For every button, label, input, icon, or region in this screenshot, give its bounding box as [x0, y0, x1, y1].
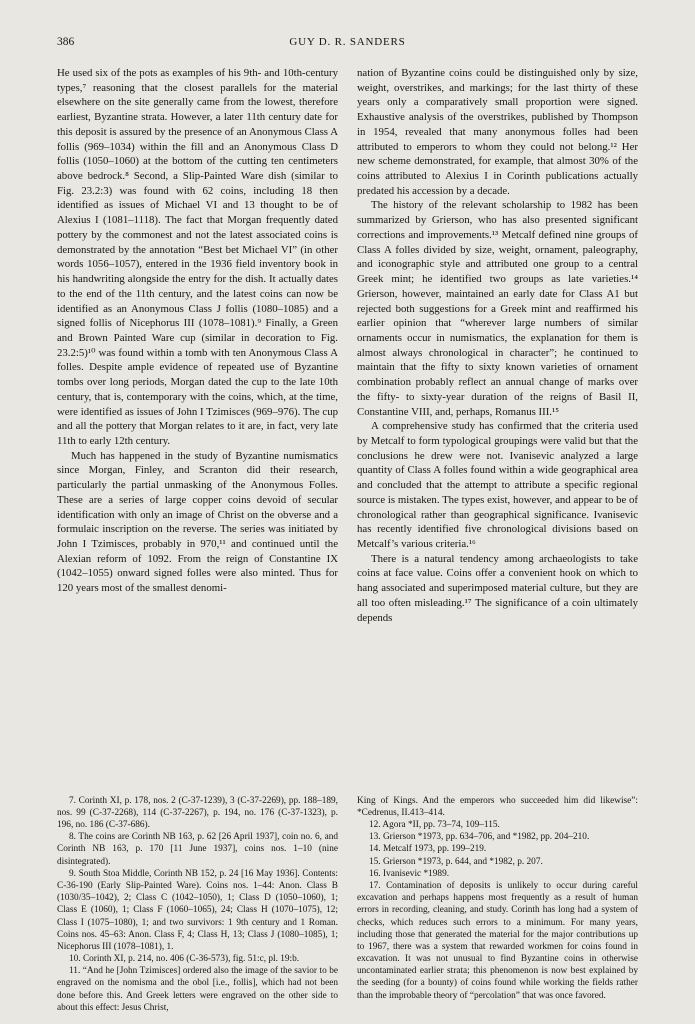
- footnote: 7. Corinth XI, p. 178, nos. 2 (C-37-1239), 3 (C-37-2269), pp. 188–189, nos. 99 (C-37-2268), 114 (C-37-2267), p. 194, no. 176 (C-37-1323), p. 196, no. 186 (C-37-686).: [57, 795, 338, 830]
- page-header: [57, 36, 638, 54]
- footnote: 8. The coins are Corinth NB 163, p. 62 [26 April 1937], coin no. 6, and Corinth NB 163, p. 170 [11 June 1937], coins nos. 1–10 (nine disintegrated).: [57, 832, 338, 867]
- body-paragraph: Much has happened in the study of Byzantine numismatics since Morgan, Finley, and Scranton did their research, particularly the partial unmasking of the Anonymous Folles. These are a series of large copper coins devoid of secular identification with only an image of Christ on the obverse and a formulaic inscription on the reverse. The series was initiated by John I Tzimisces, probably in 970,¹¹ and continued until the Alexian reform of 1092. From the reign of Constantine IX (1042–1055) onward signed folles were also minted. Thus for 120 years most of the smallest denomi-: [57, 449, 338, 595]
- footnote: 13. Grierson *1973, pp. 634–706, and *1982, pp. 204–210.: [369, 832, 590, 843]
- body-paragraph: There is a natural tendency among archaeologists to take coins at face value. Coins offer a convenient hook on which to hang associated and superimposed material culture, but they are all too often misleading.¹⁷ The significance of a coin ultimately depends: [357, 552, 638, 624]
- body-paragraph: The history of the relevant scholarship to 1982 has been summarized by Grierson, who has also presented significant corrections and improvements.¹³ Metcalf defined nine groups of Class A folles divided by size, weight, ornament, paleography, and iconographic style and attributed one group to a central Greek mint; he identified two groups as late varieties.¹⁴ Grierson, however, maintained an early date for Class A1 but rejected both suggestions for a Greek mint and reaffirmed his earlier opinion that “wherever large numbers of similar ornaments occur in numismatics, the explanation for them is almost always chronological in character”; he continued to maintain that the fifty to sixty known varieties of ornament combination probably reflect an annual change of marks over the fifty- to sixty-year duration of the reigns of Basil II, Constantine VIII, and, perhaps, Romanus III.¹⁵: [357, 199, 638, 418]
- running-head: GUY D. R. SANDERS: [289, 36, 406, 48]
- body-right-column: [357, 66, 638, 625]
- footnotes-left-column: [57, 795, 338, 1014]
- body-paragraph: A comprehensive study has confirmed that the criteria used by Metcalf to form typological groupings were valid but that the conclusions he drew were not. Ivanisevic analyzed a large quantity of Class A folles found within a wide geographical area and concluded that the attempt to attribute a specific regional source is mistaken. The types exist, however, and appear to be of chronological rather than geographical significance. Ivanisevic has recently identified five chronological divisions based on Metcalf’s various criteria.¹⁶: [357, 420, 638, 550]
- footnote: 9. South Stoa Middle, Corinth NB 152, p. 24 [16 May 1936]. Contents: C-36-190 (Early Slip-Painted Ware). Coins nos. 1–44: Anon. Class B (1030/35–1042), 2; Class C (1042–1050), 1; Class D (1050–1060), 1; Class E (1060), 1; Class F (1060–1065), 24; Class H (1070–1075), 12; Class I (1075–1080), 1; and two survivors: 1 9th century and 1 Roman. Coins nos. 45–63: Anon. Class F, 4; Class H, 13; Class J (1080–1085), 1; Nicephorus III (1078–1081), 1.: [57, 868, 338, 952]
- body-paragraph: nation of Byzantine coins could be distinguished only by size, weight, overstrikes, and markings; for the last thirty of these years only a comparatively small proportion were signed. Exhaustive analysis of the overstrikes, published by Thompson in 1954, revealed that many anonymous folles had been attributed to emperors to whom they could not belong.¹² Her new scheme demonstrated, for example, that almost 30% of the coins attributed to Alexius I in Corinth publications actually predated his accession by a decade.: [357, 67, 638, 197]
- footnote: King of Kings. And the emperors who succeeded him did likewise”: *Cedrenus, II.413–414.: [357, 795, 638, 818]
- footnote: 12. Agora *II, pp. 73–74, 109–115.: [369, 820, 500, 830]
- footnote: 17. Contamination of deposits is unlikely to occur during careful excavation and perhaps happens most frequently as a result of human errors in recording, cleaning, and study. Corinth has long had a system of checks, which reduces such errors to a minimum. For many years, including those that generated the material for the major contributions up to 1967, there was a system that rewarded workmen for coins found in excavation. It was not unusual to find Byzantine coins in otherwise uncontaminated earlier strata; this phenomenon is now best explained by the seeding (for a bounty) of coins found while working the fields rather than the improbable theory of “percolation” that was once favored.: [357, 880, 638, 1001]
- body-left-column: [57, 66, 338, 625]
- body-paragraph: He used six of the pots as examples of his 9th- and 10th-century types,⁷ reasoning that the closest parallels for the material elsewhere on the site generally came from the lowest, therefore earliest, Byzantine strata. However, a later 11th century date for this deposit is assured by the presence of an Anonymous Class A follis (969–1034) within the fill and an Anonymous Class D follis (1050–1060) at the bottom of the cutting ten centimeters above bedrock.⁸ Second, a Slip-Painted Ware dish (similar to Fig. 23.2:3) was found with 62 coins, including 18 then identified as issues of Michael VI and 13 thought to be of Alexius I (1081–1118). The fact that Morgan frequently dated pottery by the commonest and not the latest associated coins is demonstrated by the annotation “Best bet Michael VI” (in other words 1056–1057), entered in the 1936 field inventory book in his handwriting alongside the entry for the dish. It actually dates to the end of the 11th century, and the latest coins can now be identified as an Anonymous Class J follis (1080–1085) and a signed follis of Nicephorus III (1078–1081).⁹ Finally, a Green and Brown Painted Ware cup (similar in decoration to Fig. 23.2:5)¹⁰ was found within a tomb with ten Anonymous Class A folles. Despite ample evidence of repeated use of Byzantine tombs over long periods, Morgan dated the cup to the late 10th century, that is, contemporary with the coins, which, at the time, were identified as issues of John I Tzimisces (969–976). The cup and all the pottery that Morgan relates to it are, in fact, very late 11th to early 12th century.: [57, 67, 338, 447]
- footnote: 16. Ivanisevic *1989.: [369, 868, 450, 879]
- body-text: [57, 66, 638, 625]
- footnote: 10. Corinth XI, p. 214, no. 406 (C-36-573), fig. 51:c, pl. 19:b.: [69, 954, 300, 965]
- footnote: 11. “And he [John Tzimisces] ordered also the image of the savior to be engraved on the nomisma and the obol [i.e., follis], which had not been done before this. And Greek letters were engraved on the other side to about this effect: Jesus Christ,: [57, 966, 338, 1013]
- page-number: 386: [57, 36, 75, 48]
- footnote: 15. Grierson *1973, p. 644, and *1982, p. 207.: [369, 856, 543, 867]
- footnote: 14. Metcalf 1973, pp. 199–219.: [369, 844, 487, 855]
- footnotes-section: [57, 795, 638, 1014]
- footnotes-right-column: [357, 795, 638, 1014]
